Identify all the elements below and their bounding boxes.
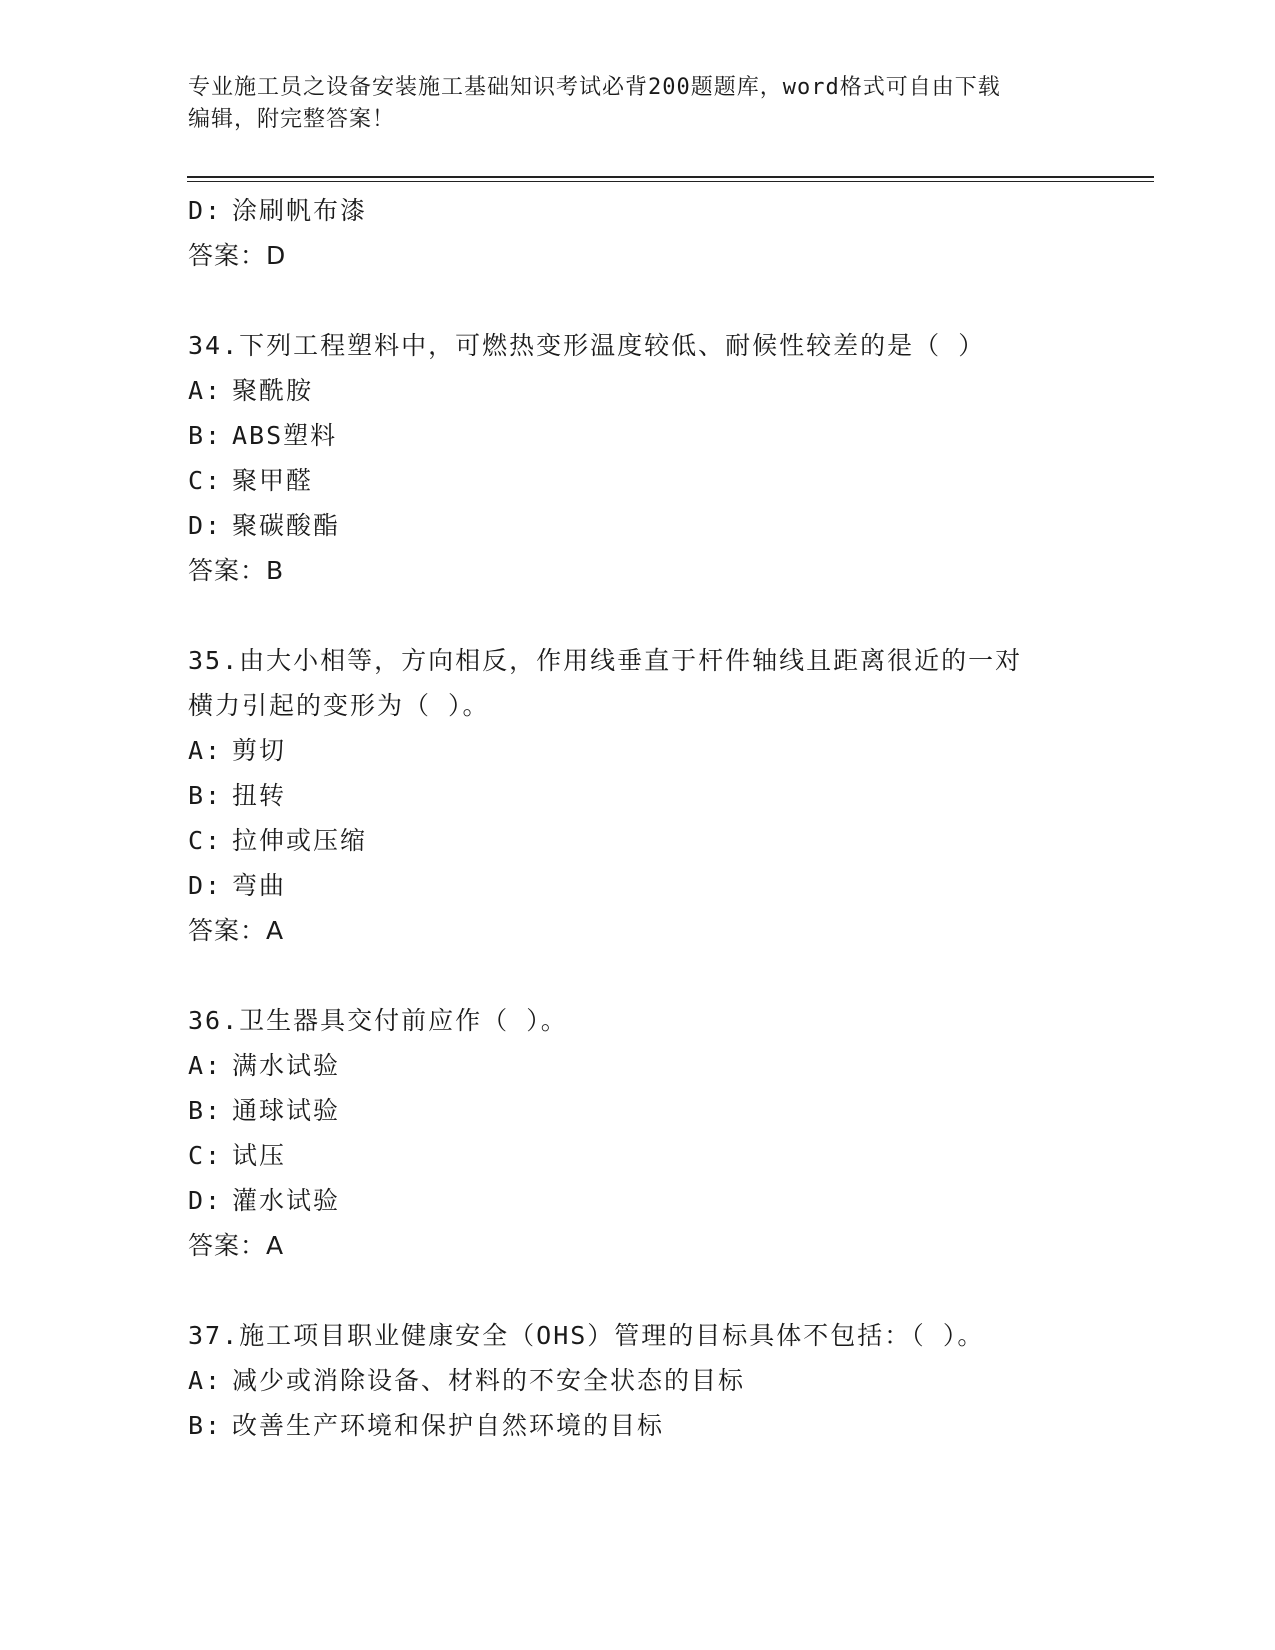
spacer bbox=[188, 953, 1108, 998]
option-label: A: bbox=[188, 376, 223, 405]
option-text: 满水试验 bbox=[232, 1051, 341, 1080]
option-text: 聚甲醛 bbox=[232, 466, 314, 495]
question-stem: 36.卫生器具交付前应作（ ）。 bbox=[188, 1006, 568, 1035]
spacer bbox=[188, 1268, 1108, 1313]
option-label: A: bbox=[188, 1366, 223, 1395]
option-text: 涂刷帆布漆 bbox=[232, 196, 368, 225]
question-stem: 37.施工项目职业健康安全（OHS）管理的目标具体不包括：（ ）。 bbox=[188, 1321, 985, 1350]
option-c bbox=[188, 458, 1108, 503]
option-label: B: bbox=[188, 1411, 223, 1440]
header-title-line1: 专业施工员之设备安装施工基础知识考试必背200题题库，word格式可自由下载 bbox=[188, 75, 1001, 100]
option-d bbox=[188, 863, 1108, 908]
option-text: 拉伸或压缩 bbox=[232, 826, 368, 855]
option-text: 通球试验 bbox=[232, 1096, 341, 1125]
option-text: 聚酰胺 bbox=[232, 376, 314, 405]
question-stem-line1: 35.由大小相等，方向相反，作用线垂直于杆件轴线且距离很近的一对 bbox=[188, 646, 1023, 675]
option-a bbox=[188, 1043, 1108, 1088]
option-a bbox=[188, 1358, 1108, 1403]
option-text: 试压 bbox=[232, 1141, 287, 1170]
option-text: 改善生产环境和保护自然环境的目标 bbox=[232, 1411, 665, 1440]
option-label: D: bbox=[188, 1186, 223, 1215]
option-label: C: bbox=[188, 826, 223, 855]
option-label: B: bbox=[188, 1096, 223, 1125]
option-label: D: bbox=[188, 871, 223, 900]
option-c bbox=[188, 818, 1108, 863]
option-a bbox=[188, 368, 1108, 413]
option-text: 扭转 bbox=[232, 781, 287, 810]
option-label: D: bbox=[188, 511, 223, 540]
option-d bbox=[188, 503, 1108, 548]
spacer bbox=[188, 278, 1108, 323]
option-d bbox=[188, 1178, 1108, 1223]
answer-line: 答案：D bbox=[188, 241, 287, 270]
header-divider bbox=[187, 176, 1154, 182]
answer-line: 答案：A bbox=[188, 1231, 285, 1260]
option-label: B: bbox=[188, 781, 223, 810]
option-label: D: bbox=[188, 196, 223, 225]
option-label: C: bbox=[188, 1141, 223, 1170]
option-d bbox=[188, 188, 1108, 233]
option-text: 剪切 bbox=[232, 736, 287, 765]
option-b bbox=[188, 773, 1108, 818]
option-text: 减少或消除设备、材料的不安全状态的目标 bbox=[232, 1366, 746, 1395]
option-a bbox=[188, 728, 1108, 773]
option-label: B: bbox=[188, 421, 223, 450]
option-b bbox=[188, 413, 1108, 458]
option-label: A: bbox=[188, 736, 223, 765]
option-text: 弯曲 bbox=[232, 871, 287, 900]
option-b bbox=[188, 1403, 1108, 1448]
option-text: 灌水试验 bbox=[232, 1186, 341, 1215]
question-stem: 34.下列工程塑料中，可燃热变形温度较低、耐候性较差的是（ ） bbox=[188, 331, 986, 360]
document-header bbox=[188, 72, 1088, 136]
header-title-line2: 编辑，附完整答案！ bbox=[188, 107, 396, 132]
spacer bbox=[188, 593, 1108, 638]
option-text: ABS塑料 bbox=[232, 421, 338, 450]
option-text: 聚碳酸酯 bbox=[232, 511, 341, 540]
option-c bbox=[188, 1133, 1108, 1178]
answer-line: 答案：B bbox=[188, 556, 285, 585]
option-label: C: bbox=[188, 466, 223, 495]
option-label: A: bbox=[188, 1051, 223, 1080]
answer-line: 答案：A bbox=[188, 916, 285, 945]
question-stem-line2: 横力引起的变形为（ ）。 bbox=[188, 691, 490, 720]
option-b bbox=[188, 1088, 1108, 1133]
question-list bbox=[188, 188, 1108, 1448]
